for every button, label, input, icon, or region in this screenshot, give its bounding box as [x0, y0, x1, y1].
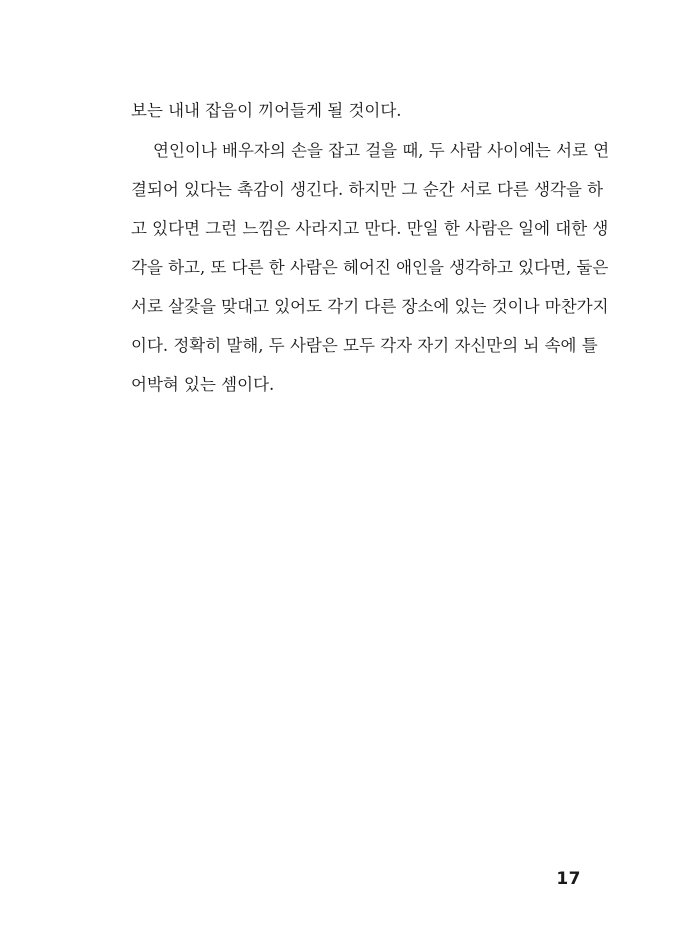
- text-line: 어박혀 있는 셈이다.: [131, 375, 275, 394]
- text-line: 결되어 있다는 촉감이 생긴다. 하지만 그 순간 서로 다른 생각을 하: [131, 180, 604, 199]
- text-line: 서로 살갗을 맞대고 있어도 각기 다른 장소에 있는 것이나 마찬가지: [131, 297, 609, 316]
- text-line: 연인이나 배우자의 손을 잡고 걸을 때, 두 사람 사이에는 서로 연: [153, 141, 610, 160]
- page-number: 17: [556, 869, 581, 889]
- text-line: 보는 내내 잡음이 끼어들게 될 것이다.: [131, 101, 402, 120]
- text-line: 이다. 정확히 말해, 두 사람은 모두 각자 자기 자신만의 뇌 속에 틀: [131, 336, 598, 355]
- text-line: 각을 하고, 또 다른 한 사람은 헤어진 애인을 생각하고 있다면, 둘은: [131, 258, 609, 277]
- text-line: 고 있다면 그런 느낌은 사라지고 만다. 만일 한 사람은 일에 대한 생: [131, 219, 609, 238]
